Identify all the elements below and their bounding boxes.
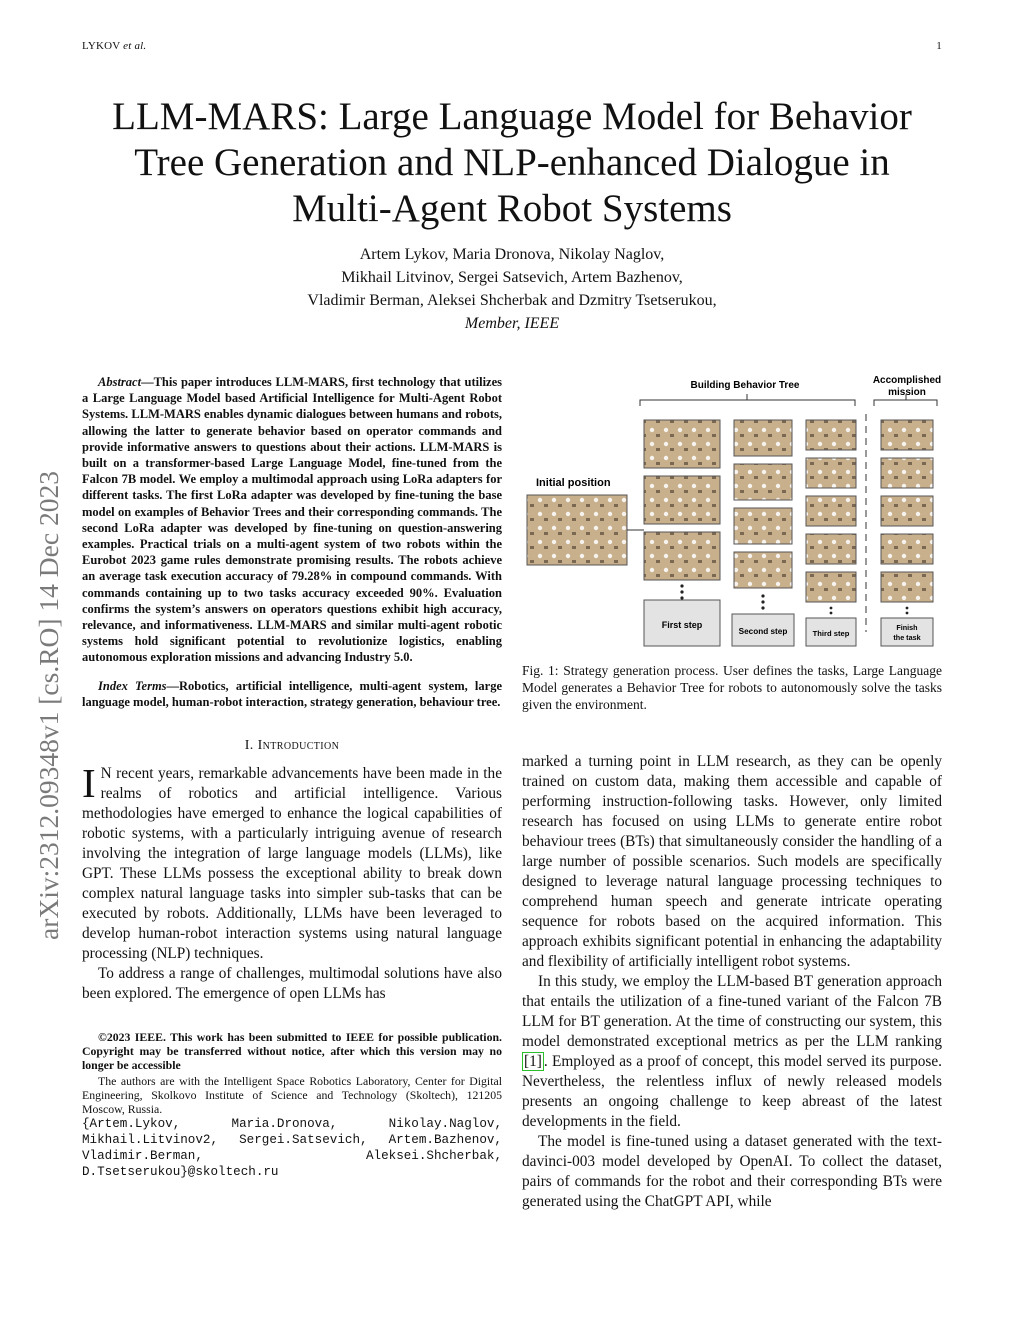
- label-initial-position: Initial position: [536, 477, 611, 489]
- board-step3: [806, 534, 856, 564]
- index-terms-label: Index Terms: [98, 678, 167, 693]
- section-heading: I. Introduction: [244, 738, 340, 754]
- running-head: LYKOV et al.: [82, 40, 147, 52]
- board-step2: [734, 552, 792, 588]
- label-building-bt: Building Behavior Tree: [690, 380, 800, 391]
- board-step2: [734, 464, 792, 500]
- dropcap: I: [82, 760, 96, 807]
- body-paragraph: The model is fine-tuned using a dataset generated with the text-davinci-003 model developed by OpenAI. To collect the dataset, pairs of commands for the robot and their corresponding BTs were generated using the ChatGPT API, while: [522, 1133, 942, 1210]
- page-number: 1: [936, 40, 942, 52]
- board-step2: [734, 420, 792, 456]
- label-finish: Finish: [896, 623, 918, 632]
- board-step3: [806, 572, 856, 602]
- title-line: LLM-MARS: Large Language Model for Behavior: [112, 95, 912, 138]
- paper-title: [60, 94, 964, 232]
- intro-paragraph: I N recent years, remarkable advancements have been made in the realms of robotics and artificial intelligence. Various methodologies have emerged to enhance the logical capabilities of robotic systems, with a particularly intriguing avenue of research involving the integration of large language models (LLMs), like GPT. These LLMs possess the exceptional ability to break down complex natural language tasks into simpler sub-tasks that can be executed by robots. Additionally, LLMs have been leveraged to develop human-robot interaction systems using natural language processing (NLP) techniques.: [82, 760, 502, 963]
- body-paragraph: In this study, we employ the LLM-based BT generation approach that entails the utilization of a fine-tuned variant of the Falcon 7B LLM for BT generation. At the time of constructing our system, this model demonstrated exceptional metrics as per the LLM ranking [1] . Employed as a proof of concept, this model served its purpose. Nevertheless, the relentless influx of newly released models presents an ongoing challenge to keep abreast of the latest developments in the field.: [522, 973, 942, 1130]
- board-step3: [806, 496, 856, 526]
- intro-paragraph: To address a range of challenges, multimodal solutions have also been explored. The emergence of open LLMs has: [82, 965, 502, 1003]
- author-line: Vladimir Berman, Aleksei Shcherbak and Dzmitry Tsetserukou, Member, IEEE: [307, 292, 717, 332]
- footnote: [82, 1030, 502, 1180]
- board-step1: [644, 476, 720, 524]
- label-second-step: Second step: [738, 627, 788, 636]
- strategy-figure: [522, 370, 942, 660]
- abstract: [82, 374, 502, 666]
- arxiv-identifier: arXiv:2312.09348v1 [cs.RO] 14 Dec 2023: [33, 471, 64, 940]
- board-final: [881, 496, 933, 526]
- brace-accomplished: [874, 394, 937, 406]
- brace-building: [640, 394, 855, 406]
- board-step2: [734, 508, 792, 544]
- index-terms: [82, 678, 502, 710]
- abstract-label: Abstract: [98, 375, 142, 389]
- index-terms-text: —Robotics, artificial intelligence, multi-agent system, large language model, human-robot interaction, strategy generation, behaviour tree.: [82, 678, 502, 709]
- board-step3: [806, 458, 856, 488]
- figure-label: Fig. 1:: [522, 663, 559, 678]
- copyright-notice: ©2023 IEEE. This work has been submitted to IEEE for possible publication. Copyright may be transferred without notice, after which this version may no longer be accessible: [82, 1030, 502, 1073]
- label-accomplished: Accomplished: [872, 375, 942, 386]
- board-step3: [806, 420, 856, 450]
- affiliation-note: The authors are with the Intelligent Space Robotics Laboratory, Center for Digital Engineering, Skolkovo Institute of Science and Technology (Skoltech), 121205 Moscow, Russia.: [82, 1074, 502, 1117]
- board-step1: [644, 420, 720, 468]
- body-paragraph: marked a turning point in LLM research, as they can be openly trained on custom data, making them accessible and capable of performing instruction-following tasks. However, only limited research has focused on using LLMs to generate entire robot behaviour trees (BTs) that simultaneously consider the handling of a large number of possible scenarios. Such models are specifically designed to leverage natural language processing techniques to comprehend human speech and generate intricate operating sequence for robots based on the acquired information. This approach exhibits significant potential in enhancing the adaptability and flexibility of artificially intelligent robot systems.: [522, 753, 942, 970]
- board-initial: [527, 495, 627, 565]
- board-step1: [644, 532, 720, 580]
- left-column: [82, 374, 502, 1180]
- arxiv-sidebar: [32, 350, 66, 940]
- title-line: Multi-Agent Robot Systems: [292, 187, 732, 230]
- board-final: [881, 420, 933, 450]
- label-mission: mission: [888, 387, 926, 398]
- label-the-task: the task: [893, 633, 921, 642]
- board-final: [881, 534, 933, 564]
- author-line: Mikhail Litvinov, Sergei Satsevich, Artem Bazhenov,: [341, 269, 683, 286]
- title-line: Tree Generation and NLP-enhanced Dialogue in: [134, 141, 890, 184]
- board-final: [881, 572, 933, 602]
- author-list: [60, 243, 964, 335]
- label-third-step: Third step: [812, 629, 850, 638]
- abstract-text: —This paper introduces LLM-MARS, first technology that utilizes a Large Language Model based Artificial Intelligence for Multi-Agent Robot Systems. LLM-MARS enables dynamic dialogues between humans and robots, allowing the latter to generate behavior based on operator commands and provide informative answers to questions about their actions. LLM-MARS is built on a transformer-based Large Language Model, fine-tuned from the Falcon 7B model. We employ a multimodal approach using LoRa adapters for different tasks. The first LoRa adapter was developed by fine-tuning the base model on examples of Behavior Trees and their corresponding commands. The second LoRa adapter was developed by fine-tuning on question-answering examples. Practical trials on a multi-agent system of two robots within the Eurobot 2023 game rules demonstrate promising results. The robots achieve an average task execution accuracy of 79.28% in compound commands. With commands containing up to two tasks accuracy exceeded 90%. Evaluation confirms the system’s answers on operators questions exhibit high accuracy, relevance, and informativeness. LLM-MARS and similar multi-agent robotic systems hold significant potential to revolutionize logistics, enabling autonomous exploration missions and advancing Industry 5.0.: [82, 375, 502, 665]
- citation-link[interactable]: [1]: [524, 1053, 542, 1070]
- author-line: Artem Lykov, Maria Dronova, Nikolay Naglov,: [359, 246, 665, 263]
- author-emails: {Artem.Lykov, Maria.Dronova, Nikolay.Naglov, Mikhail.Litvinov2, Sergei.Satsevich, Artem.Bazhenov, Vladimir.Berman, Aleksei.Shcherbak, D.Tsetserukou}@skoltech.ru: [82, 1117, 502, 1180]
- figure-caption: Fig. 1: Strategy generation process. User defines the tasks, Large Language Model generates a Behavior Tree for robots to autonomously solve the tasks given the environment.: [522, 663, 943, 712]
- label-first-step: First step: [661, 620, 703, 630]
- board-final: [881, 458, 933, 488]
- right-column-body: [522, 752, 942, 1212]
